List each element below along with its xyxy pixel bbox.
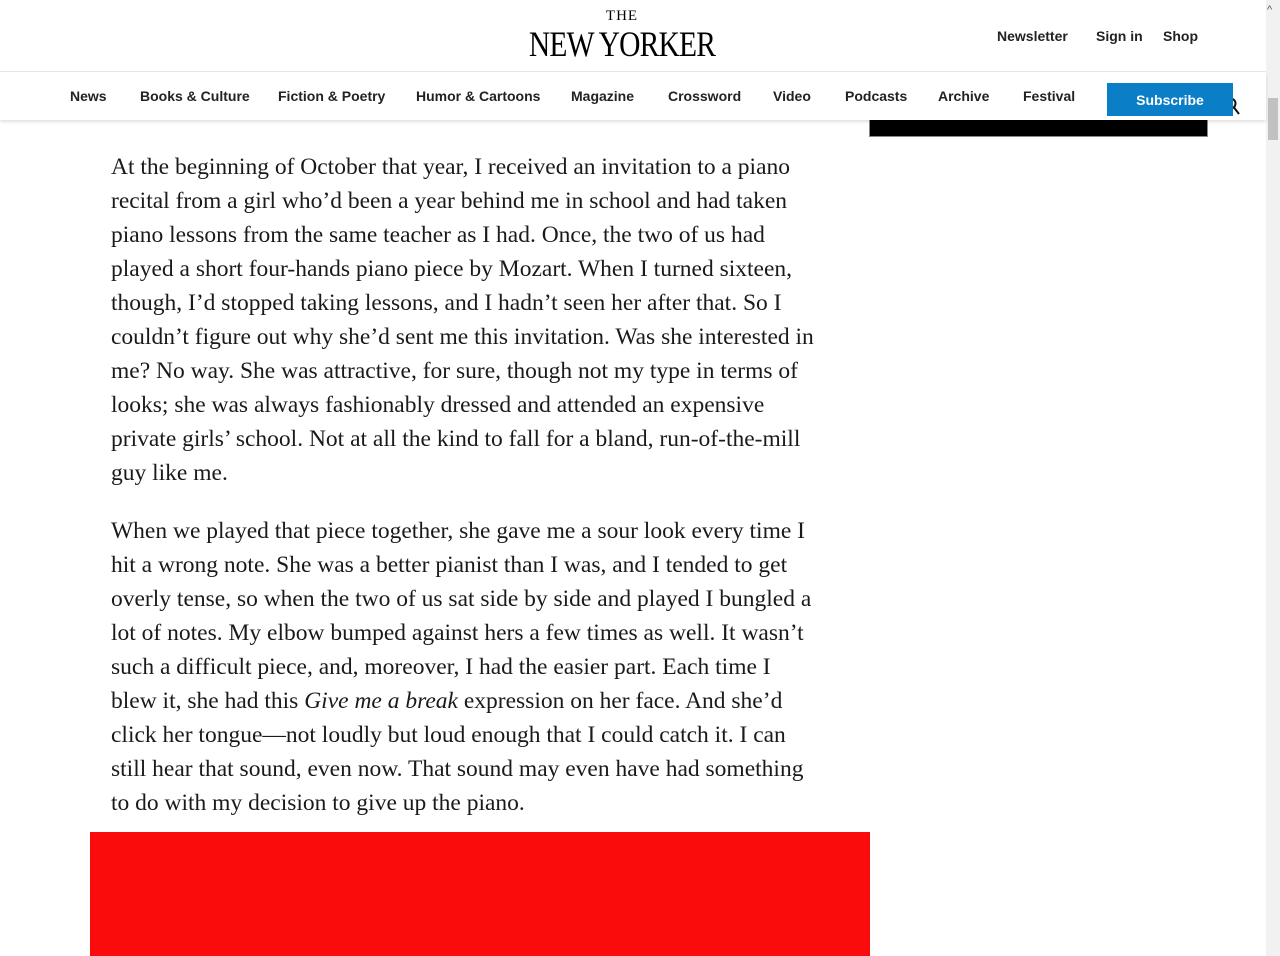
new-yorker-logo[interactable] (492, 8, 752, 62)
logo-the: THE (605, 8, 639, 24)
nav-news[interactable]: News (70, 88, 107, 104)
paragraph (111, 150, 841, 490)
text-line: still hear that sound, even now. That sound may even have had something (111, 756, 804, 782)
nav-crossword[interactable]: Crossword (668, 88, 742, 104)
text-line: such a difficult piece, and, moreover, I had the easier part. Each time I (111, 654, 771, 680)
text-line: hit a wrong note. She was a better pianist than I was, and I tended to get (111, 552, 788, 578)
nav-video[interactable]: Video (773, 88, 811, 104)
text-line: looks; she was always fashionably dressed and attended an expensive (111, 392, 765, 418)
text-line: me? No way. She was attractive, for sure, though not my type in terms of (111, 358, 798, 384)
subscribe-button[interactable]: Subscribe (1107, 83, 1233, 116)
nav-humor-cartoons[interactable]: Humor & Cartoons (416, 88, 541, 104)
text-line (111, 684, 841, 718)
nav-archive[interactable]: Archive (938, 88, 990, 104)
nav-festival[interactable]: Festival (1023, 88, 1076, 104)
nav-fiction-poetry[interactable]: Fiction & Poetry (278, 88, 386, 104)
paragraph (111, 514, 841, 820)
text-line: At the beginning of October that year, I received an invitation to a piano (111, 154, 791, 180)
text-line: click her tongue—not loudly but loud enough that I could catch it. I can (111, 722, 786, 748)
scroll-up-icon[interactable]: ^ (1267, 4, 1273, 16)
text-line: recital from a girl who’d been a year behind me in school and had taken (111, 188, 788, 214)
advertisement[interactable] (90, 832, 870, 956)
shop-link[interactable]: Shop (1163, 28, 1198, 44)
nav-magazine[interactable]: Magazine (571, 88, 635, 104)
article-body (111, 150, 841, 844)
text-line: though, I’d stopped taking lessons, and I hadn’t seen her after that. So I (111, 290, 782, 316)
text: blew it, she had this (111, 688, 305, 714)
text-line: lot of notes. My elbow bumped against hers a few times as well. It wasn’t (111, 620, 804, 646)
site-header (0, 0, 1266, 72)
text: expression on her face. And she’d (457, 688, 783, 714)
newsletter-link[interactable]: Newsletter (997, 28, 1068, 44)
main-nav (0, 73, 1266, 120)
text-line: private girls’ school. Not at all the kind to fall for a bland, run-of-the-mill (111, 426, 801, 452)
text-line: piano lessons from the same teacher as I had. Once, the two of us had (111, 222, 765, 248)
text-line: guy like me. (111, 460, 228, 486)
italic-text: Give me a break (304, 688, 458, 714)
sign-in-link[interactable]: Sign in (1096, 28, 1143, 44)
scrollbar-thumb[interactable] (1268, 98, 1278, 140)
text-line: played a short four-hands piano piece by Mozart. When I turned sixteen, (111, 256, 793, 282)
text-line: overly tense, so when the two of us sat side by side and played I bungled a (111, 586, 812, 612)
text-line: couldn’t figure out why she’d sent me this invitation. Was she interested in (111, 324, 814, 350)
logo-name: NEW YORKER (528, 24, 716, 64)
text-line: When we played that piece together, she gave me a sour look every time I (111, 518, 805, 544)
nav-books-culture[interactable]: Books & Culture (140, 88, 250, 104)
nav-podcasts[interactable]: Podcasts (845, 88, 908, 104)
text-line: to do with my decision to give up the piano. (111, 790, 525, 816)
scrollbar[interactable] (1266, 0, 1280, 956)
